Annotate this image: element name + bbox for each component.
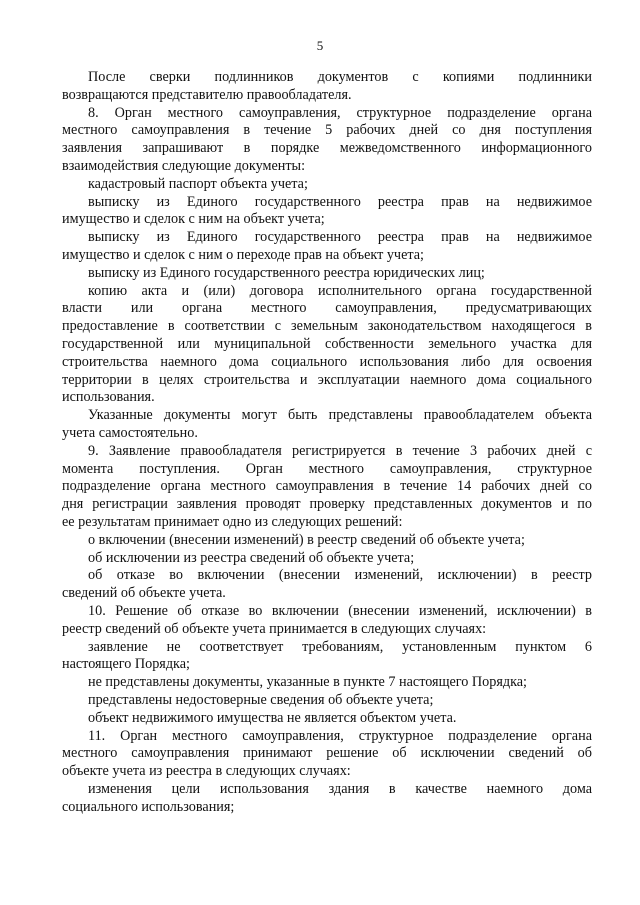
text-line: имущество и сделок с ним на объект учета; xyxy=(62,211,325,228)
text-line: об отказе во включении (внесении изменений, исключении) в реестр xyxy=(88,567,592,584)
text-line: имущество и сделок с ним о переходе прав на объект учета; xyxy=(62,247,424,263)
text-line: государственной или муниципальной собственности земельного участка для xyxy=(62,336,592,352)
text-line: строительства наемного дома социального использования либо для освоения xyxy=(62,353,592,370)
text-line: учета самостоятельно. xyxy=(62,425,198,441)
text-line: социального использования; xyxy=(62,798,235,815)
text-line: дня регистрации заявления проводят проверку представленных документов и по xyxy=(62,496,592,513)
text-line: заявления запрашивают в порядке межведомственного информационного xyxy=(62,140,592,157)
text-line: момента поступления. Орган местного самоуправления, структурное xyxy=(62,460,592,477)
text-line: ее результатам принимает одно из следующих решений: xyxy=(62,514,403,530)
text-line: не представлены документы, указанные в пункте 7 настоящего Порядка; xyxy=(88,674,528,691)
text-line: возвращаются представителю правообладателя. xyxy=(62,86,352,103)
text-line: взаимодействия следующие документы: xyxy=(62,158,306,174)
text-line: выписку из Единого государственного реестра юридических лиц; xyxy=(88,264,485,281)
text-line: объекте учета из реестра в следующих случаях: xyxy=(62,763,351,780)
text-line: предоставление в соответствии с земельным законодательством находящегося в xyxy=(62,318,592,335)
text-line: местного самоуправления в течение 5 рабочих дней со дня поступления xyxy=(62,122,592,139)
text-line: о включении (внесении изменений) в реестр сведений об объекте учета; xyxy=(88,531,525,548)
text-line: территории в целях строительства и эксплуатации наемного дома социального xyxy=(62,371,592,388)
text-line: 10. Решение об отказе во включении (внесении изменений, исключении) в xyxy=(88,603,592,619)
text-line: копию акта и (или) договора исполнительного органа государственной xyxy=(88,282,592,299)
text-line: Указанные документы могут быть представлены правообладателем объекта xyxy=(88,407,592,424)
text-line: настоящего Порядка; xyxy=(62,656,190,673)
text-line: выписку из Единого государственного реестра прав на недвижимое xyxy=(88,229,592,246)
text-line: 8. Орган местного самоуправления, структурное подразделение органа xyxy=(88,104,592,121)
text-line: использования. xyxy=(62,389,155,406)
text-line: подразделение органа местного самоуправления в течение 14 рабочих дней со xyxy=(62,478,592,495)
text-line: объект недвижимого имущества не является объектом учета. xyxy=(88,709,457,726)
text-line: 11. Орган местного самоуправления, структурное подразделение органа xyxy=(88,727,592,744)
text-line: После сверки подлинников документов с копиями подлинники xyxy=(88,69,592,85)
text-line: об исключении из реестра сведений об объекте учета; xyxy=(88,549,415,566)
text-line: кадастровый паспорт объекта учета; xyxy=(88,175,308,192)
text-line: представлены недостоверные сведения об объекте учета; xyxy=(88,692,434,708)
text-line: власти или органа местного самоуправления, предусматривающих xyxy=(62,300,592,317)
text-line: сведений об объекте учета. xyxy=(62,585,226,602)
text-line: 9. Заявление правообладателя регистрируется в течение 3 рабочих дней с xyxy=(88,442,592,459)
text-line: местного самоуправления принимают решение об исключении сведений об xyxy=(62,745,592,762)
page-number: 5 xyxy=(316,38,324,53)
text-line: реестр сведений об объекте учета принимается в следующих случаях: xyxy=(62,620,487,637)
text-line: выписку из Единого государственного реестра прав на недвижимое xyxy=(88,193,592,210)
text-line: изменения цели использования здания в качестве наемного дома xyxy=(88,781,592,797)
text-line: заявление не соответствует требованиям, установленным пунктом 6 xyxy=(88,638,592,655)
